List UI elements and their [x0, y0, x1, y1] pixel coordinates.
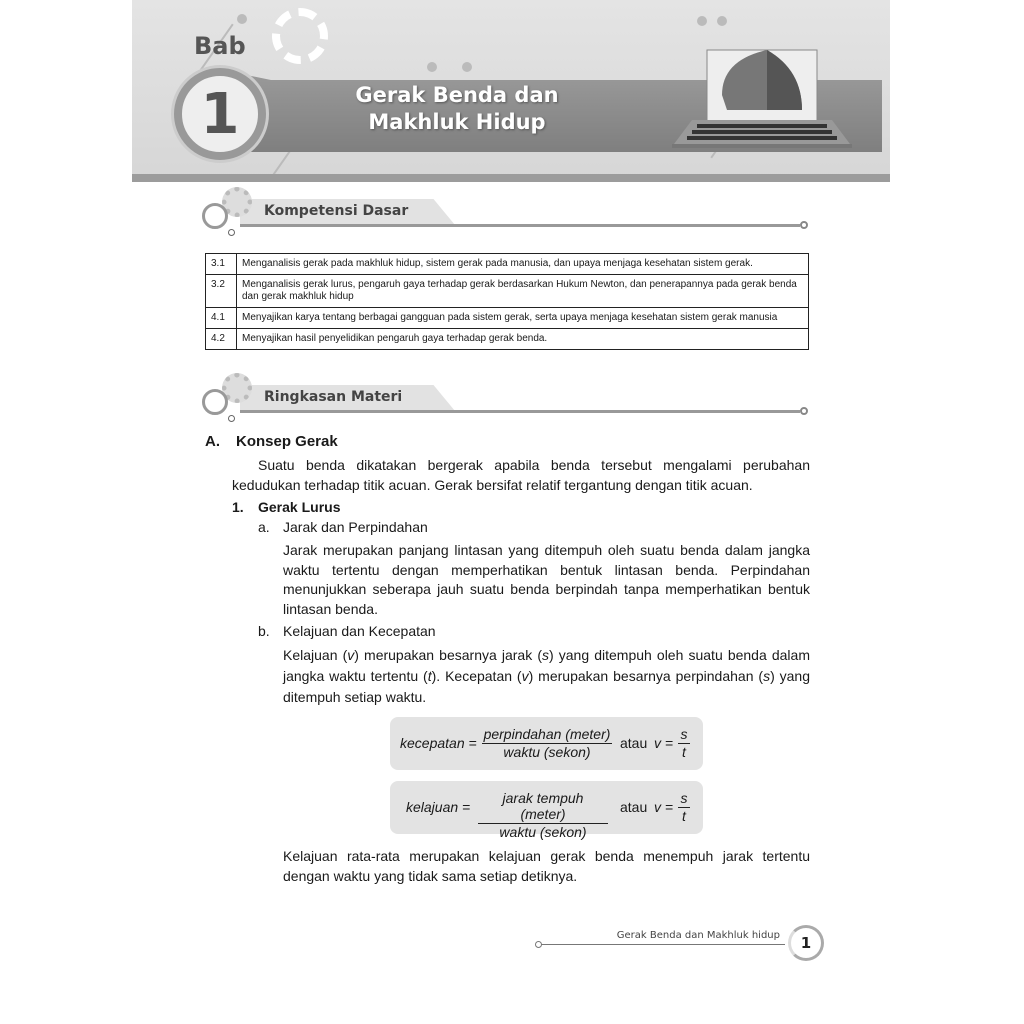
subheading-b: Kelajuan dan Kecepatan [283, 623, 436, 639]
table-row [206, 254, 809, 275]
formula-lhs: kelajuan = [406, 799, 471, 815]
subheading-b-label: b. [258, 623, 270, 639]
kd-text: Menyajikan karya tentang berbagai gangguan pada sistem gerak, serta upaya menjaga kesehatan sistem gerak manusia [237, 308, 809, 329]
section-title: Ringkasan Materi [264, 389, 403, 405]
kd-number: 3.1 [206, 254, 237, 275]
laptop-globe-illustration [672, 40, 852, 150]
formula-box-kelajuan [390, 781, 703, 840]
header-bottom-bar [132, 174, 890, 182]
heading-a: Konsep Gerak [236, 433, 338, 450]
formula-v: v = [654, 735, 674, 751]
decor-dot [697, 16, 707, 26]
formula-box-kecepatan [390, 717, 703, 770]
denominator: t [682, 808, 686, 824]
atau-text: atau [620, 799, 648, 815]
kd-number: 3.2 [206, 275, 237, 308]
gear-decor-icon [272, 8, 328, 64]
denominator: waktu (sekon) [503, 744, 591, 760]
kd-text: Menyajikan hasil penyelidikan pengaruh gaya terhadap gerak benda. [237, 329, 809, 350]
footer-line [540, 944, 785, 945]
divider [240, 410, 800, 413]
kd-text: Menganalisis gerak pada makhluk hidup, sistem gerak pada manusia, dan upaya menjaga kesehatan sistem gerak. [237, 254, 809, 275]
paragraph: Kelajuan rata-rata merupakan kelajuan gerak benda menempuh jarak tertentu dengan waktu yang tidak sama setiap detiknya. [283, 848, 810, 884]
ring-icon [202, 203, 228, 229]
section-header-kompetensi-dasar [200, 193, 810, 233]
numerator: s [678, 726, 690, 744]
circle-icon [535, 941, 542, 948]
chapter-number-ring [174, 68, 266, 160]
numerator: jarak tempuh (meter) [478, 790, 608, 824]
denominator: waktu (sekon) [499, 824, 587, 840]
var: t [427, 668, 432, 684]
table-row [206, 329, 809, 350]
paragraph: Jarak merupakan panjang lintasan yang ditempuh oleh suatu benda dalam jangka waktu tertentu dengan memperhatikan bentuk lintasan benda. Perpindahan menunjukkan seberapa jauh suatu benda berpindah tanpa memperhatikan bentuk lintasan benda. [283, 542, 810, 617]
section-header-ringkasan-materi [200, 379, 810, 419]
atau-text: atau [620, 735, 648, 751]
page-number: 1 [788, 925, 824, 961]
section-title: Kompetensi Dasar [264, 203, 409, 219]
numerator: perpindahan (meter) [483, 726, 611, 742]
decor-dot [237, 14, 247, 24]
divider [240, 224, 800, 227]
formula-v: v = [654, 799, 674, 815]
table-row [206, 308, 809, 329]
text: ) merupakan besarnya perpindahan ( [528, 668, 764, 684]
var: s [541, 647, 549, 663]
circle-icon [228, 229, 235, 236]
table-row [206, 275, 809, 308]
numerator: s [678, 790, 690, 808]
heading-1: Gerak Lurus [258, 499, 341, 515]
paragraph: Suatu benda dikatakan bergerak apabila benda tersebut mengalami perubahan kedudukan terhadap titik acuan. Gerak bersifat relatif tergantung dengan titik acuan. [232, 457, 810, 493]
denominator: t [682, 744, 686, 760]
bab-label: Bab [194, 32, 246, 60]
chapter-title [332, 82, 582, 136]
kd-number: 4.2 [206, 329, 237, 350]
formula-lhs: kecepatan = [400, 735, 477, 751]
heading-1-label: 1. [232, 499, 244, 515]
var: v [521, 668, 529, 684]
subheading-a-label: a. [258, 519, 270, 535]
subheading-a: Jarak dan Perpindahan [283, 519, 428, 535]
text: Kelajuan ( [283, 647, 348, 663]
text: ). Kecepatan ( [431, 668, 522, 684]
kd-number: 4.1 [206, 308, 237, 329]
text: ) yang ditempuh oleh suatu benda dalam jangka waktu tertentu ( [283, 647, 810, 684]
chapter-number: 1 [200, 82, 240, 147]
title-line: Makhluk Hidup [368, 110, 546, 134]
running-title: Gerak Benda dan Makhluk hidup [616, 930, 780, 941]
heading-a-label: A. [205, 433, 220, 450]
circle-icon [228, 415, 235, 422]
var: s [763, 668, 771, 684]
title-line: Gerak Benda dan [355, 83, 559, 107]
decor-dot [427, 62, 437, 72]
text: ) merupakan besarnya jarak ( [354, 647, 542, 663]
kompetensi-dasar-table [205, 253, 809, 350]
var: v [347, 647, 355, 663]
chapter-header [132, 0, 890, 182]
text: ) yang ditempuh setiap waktu. [283, 668, 810, 705]
circle-icon [800, 221, 808, 229]
circle-icon [800, 407, 808, 415]
ring-icon [202, 389, 228, 415]
kd-text: Menganalisis gerak lurus, pengaruh gaya terhadap gerak berdasarkan Hukum Newton, dan penerapannya pada gerak benda dan gerak makhluk hidup [237, 275, 809, 308]
decor-dot [462, 62, 472, 72]
paragraph [283, 645, 810, 708]
decor-dot [717, 16, 727, 26]
